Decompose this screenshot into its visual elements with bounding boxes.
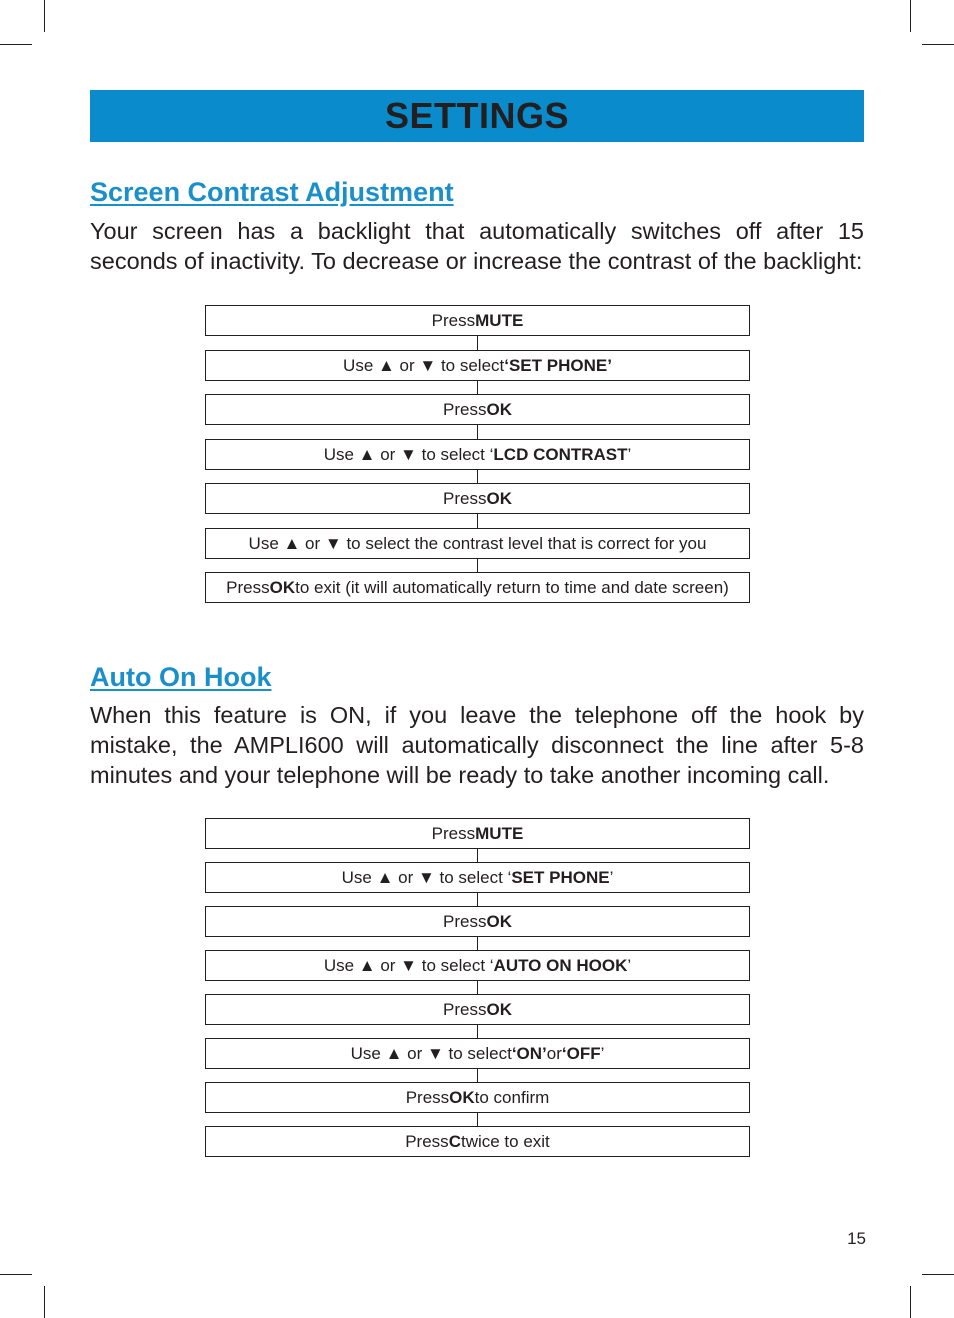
step-text: to confirm: [474, 1087, 550, 1107]
flow-step: [205, 439, 750, 470]
flow-connector: [477, 937, 478, 950]
crop-mark: [922, 1274, 954, 1275]
step-text: Use ▲ or ▼ to select: [343, 355, 505, 375]
flow-connector: [477, 893, 478, 906]
step-keyword: ‘ON’: [511, 1043, 547, 1063]
crop-mark: [44, 0, 45, 32]
flow-step: [205, 818, 750, 849]
step-keyword: OK: [486, 399, 512, 419]
flow-connector: [477, 336, 478, 350]
flow-connector: [477, 1069, 478, 1082]
step-text: ’: [627, 955, 632, 975]
step-text: ’: [609, 867, 614, 887]
flow-connector: [477, 1113, 478, 1126]
flow-connector: [477, 470, 478, 483]
step-text: Press: [431, 310, 476, 330]
step-text: ’: [627, 444, 632, 464]
flow-step: [205, 1082, 750, 1113]
flow-step: [205, 305, 750, 336]
flow-step: [205, 994, 750, 1025]
crop-mark: [0, 1274, 32, 1275]
flow-step: [205, 528, 750, 559]
flow-connector: [477, 425, 478, 439]
step-text: Press: [443, 999, 487, 1019]
flow-step: [205, 862, 750, 893]
step-keyword: MUTE: [475, 310, 524, 330]
flow-step: [205, 1126, 750, 1157]
step-text: Use ▲ or ▼ to select ‘: [341, 867, 512, 887]
step-text: Press: [443, 911, 487, 931]
crop-mark: [910, 1286, 911, 1318]
step-keyword: SET PHONE: [511, 867, 610, 887]
step-text: Press: [405, 1131, 449, 1151]
step-keyword: C: [448, 1131, 461, 1151]
page-title: SETTINGS: [384, 95, 570, 136]
page-number: 15: [847, 1229, 866, 1248]
flow-connector: [477, 559, 478, 572]
step-keyword: OK: [449, 1087, 475, 1107]
flow-connector: [477, 981, 478, 994]
step-keyword: OK: [486, 911, 512, 931]
section-intro-auto-on-hook: When this feature is ON, if you leave the telephone off the hook by mistake, the AMPLI600 will automatically disconnect the line after 5-8 minutes and your telephone will be ready to take another incoming call.: [90, 702, 864, 788]
crop-mark: [922, 44, 954, 45]
title-banner: [90, 90, 864, 142]
step-keyword: OK: [486, 488, 512, 508]
step-text: Press: [443, 399, 487, 419]
flow-connector: [477, 514, 478, 528]
flow-step: [205, 350, 750, 381]
step-keyword: ‘SET PHONE’: [504, 355, 612, 375]
crop-mark: [44, 1286, 45, 1318]
step-keyword: OK: [486, 999, 512, 1019]
flow-step: [205, 394, 750, 425]
flow-connector: [477, 1025, 478, 1038]
step-text: Use ▲ or ▼ to select: [350, 1043, 512, 1063]
flow-step: [205, 483, 750, 514]
flow-connector: [477, 381, 478, 394]
step-text: Use ▲ or ▼ to select ‘: [323, 955, 494, 975]
step-keyword: MUTE: [475, 823, 524, 843]
flow-step: [205, 572, 750, 603]
step-text: twice to exit: [460, 1131, 550, 1151]
section-heading-screen-contrast: Screen Contrast Adjustment: [90, 177, 454, 207]
step-text: or: [546, 1043, 562, 1063]
step-text: ’: [600, 1043, 605, 1063]
step-text: Press: [226, 577, 270, 597]
flow-step: [205, 950, 750, 981]
crop-mark: [910, 0, 911, 32]
step-text: Use ▲ or ▼ to select the contrast level that is correct for you: [248, 533, 707, 553]
crop-mark: [0, 44, 32, 45]
step-keyword: OK: [269, 577, 296, 597]
step-keyword: AUTO ON HOOK: [493, 955, 628, 975]
step-text: Use ▲ or ▼ to select ‘: [323, 444, 494, 464]
section-heading-auto-on-hook: Auto On Hook: [90, 662, 272, 692]
step-keyword: ‘OFF: [561, 1043, 601, 1063]
section-intro-screen-contrast: Your screen has a backlight that automatically switches off after 15 seconds of inactivity. To decrease or increase the contrast of the backlight:: [90, 218, 864, 274]
flow-step: [205, 1038, 750, 1069]
flow-step: [205, 906, 750, 937]
step-text: Press: [431, 823, 476, 843]
flow-connector: [477, 849, 478, 862]
step-text: Press: [405, 1087, 450, 1107]
step-text: to exit (it will automatically return to time and date screen): [295, 577, 729, 597]
step-keyword: LCD CONTRAST: [493, 444, 628, 464]
step-text: Press: [443, 488, 487, 508]
